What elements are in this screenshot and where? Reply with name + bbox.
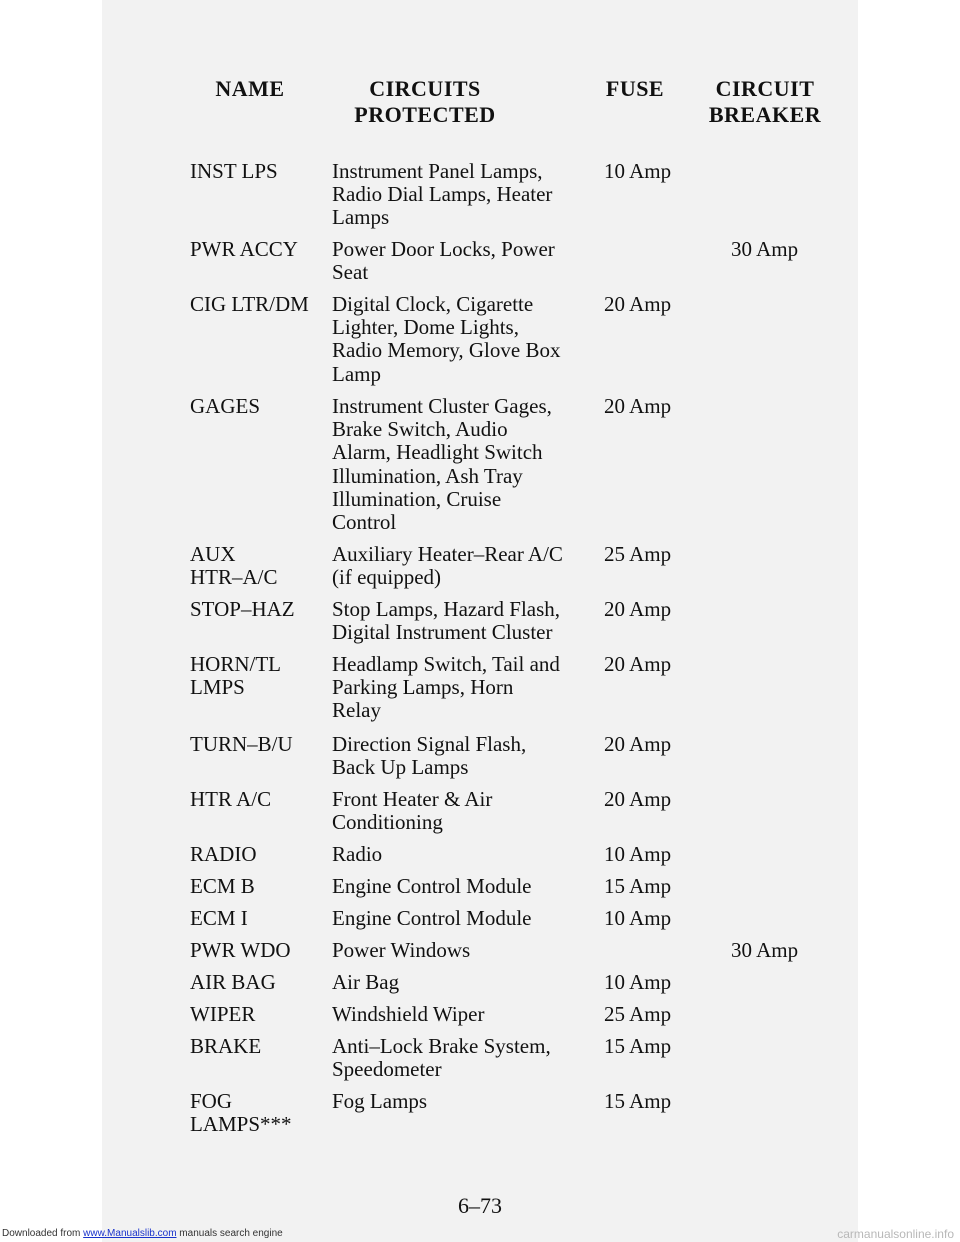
fuse-rating: 20 Amp	[604, 732, 672, 756]
fuse-name	[190, 160, 330, 183]
circuits-protected-line: Illumination, Ash Tray	[332, 463, 523, 488]
circuits-protected	[332, 395, 582, 534]
circuits-protected-line: Radio Dial Lamps, Heater	[332, 182, 553, 207]
header-name: NAME	[215, 76, 285, 101]
circuits-protected-line: Windshield Wiper	[332, 1002, 485, 1026]
circuits-protected-line: Parking Lamps, Horn	[332, 675, 514, 700]
circuits-protected	[332, 843, 582, 866]
fuse-rating: 25 Amp	[604, 1002, 672, 1026]
header-circuits-protected	[330, 76, 520, 128]
circuits-protected-line: Engine Control Module	[332, 906, 532, 930]
fuse-name-line: AIR BAG	[190, 970, 276, 994]
header-circuits-line2: PROTECTED	[354, 102, 496, 127]
circuits-protected	[332, 971, 582, 994]
fuse-name	[190, 1090, 330, 1136]
circuits-protected-line: Illumination, Cruise	[332, 486, 502, 511]
fuse-name-line: AUX	[190, 542, 236, 566]
circuits-protected-line: Speedometer	[332, 1057, 442, 1082]
fuse-name-line: WIPER	[190, 1002, 256, 1026]
footer-left	[2, 1226, 283, 1242]
circuits-protected-line: Air Bag	[332, 970, 400, 994]
circuits-protected-line: Brake Switch, Audio	[332, 417, 508, 442]
circuits-protected	[332, 733, 582, 779]
circuits-protected-line: (if equipped)	[332, 565, 442, 590]
fuse-name-line: LMPS	[190, 675, 245, 700]
fuse-name	[190, 598, 330, 621]
fuse-name-line: ECM B	[190, 874, 255, 898]
circuits-protected	[332, 1003, 582, 1026]
fuse-name-line: BRAKE	[190, 1034, 262, 1058]
fuse-name	[190, 907, 330, 930]
fuse-rating: 25 Amp	[604, 542, 672, 566]
fuse-name-line: PWR WDO	[190, 938, 291, 962]
fuse-name	[190, 843, 330, 866]
header-fuse: FUSE	[605, 76, 665, 101]
fuse-name-line: GAGES	[190, 394, 261, 418]
circuits-protected	[332, 653, 582, 723]
circuits-protected-line: Lamps	[332, 205, 390, 230]
circuits-protected-line: Instrument Panel Lamps,	[332, 159, 543, 183]
fuse-name	[190, 875, 330, 898]
fuse-name	[190, 971, 330, 994]
manualslib-link[interactable]: www.Manualslib.com	[83, 1228, 177, 1239]
circuits-protected-line: Digital Instrument Cluster	[332, 620, 553, 645]
fuse-rating: 15 Amp	[604, 874, 672, 898]
fuse-name	[190, 1035, 330, 1058]
circuits-protected-line: Digital Clock, Cigarette	[332, 292, 534, 316]
circuits-protected-line: Control	[332, 510, 397, 535]
circuits-protected	[332, 160, 582, 230]
fuse-name-line: RADIO	[190, 842, 257, 866]
circuits-protected-line: Back Up Lamps	[332, 755, 469, 780]
header-breaker-line2: BREAKER	[708, 102, 822, 127]
circuits-protected	[332, 293, 582, 386]
fuse-rating: 10 Amp	[604, 842, 672, 866]
fuse-rating: 10 Amp	[604, 906, 672, 930]
fuse-name	[190, 238, 330, 261]
breaker-rating: 30 Amp	[731, 237, 799, 261]
fuse-name	[190, 733, 330, 756]
circuits-protected-line: Auxiliary Heater–Rear A/C	[332, 542, 563, 566]
header-circuit-breaker	[700, 76, 830, 128]
fuse-name-line: ECM I	[190, 906, 248, 930]
fuse-name-line: STOP–HAZ	[190, 597, 295, 621]
fuse-name-line: HORN/TL	[190, 652, 281, 676]
fuse-rating: 20 Amp	[604, 597, 672, 621]
circuits-protected-line: Engine Control Module	[332, 874, 532, 898]
circuits-protected	[332, 907, 582, 930]
circuits-protected-line: Direction Signal Flash,	[332, 732, 527, 756]
circuits-protected-line: Relay	[332, 698, 381, 723]
fuse-rating: 20 Amp	[604, 787, 672, 811]
footer-suffix: manuals search engine	[176, 1228, 283, 1239]
circuits-protected-line: Radio Memory, Glove Box	[332, 338, 561, 363]
fuse-name-line: HTR A/C	[190, 787, 272, 811]
circuits-protected-line: Seat	[332, 260, 369, 285]
circuits-protected	[332, 543, 582, 589]
circuits-protected-line: Radio	[332, 842, 383, 866]
fuse-name-line: FOG	[190, 1089, 233, 1113]
circuits-protected-line: Power Windows	[332, 938, 471, 962]
fuse-rating: 20 Amp	[604, 292, 672, 316]
circuits-protected-line: Instrument Cluster Gages,	[332, 394, 552, 418]
circuits-protected	[332, 1035, 582, 1081]
circuits-protected-line: Front Heater & Air	[332, 787, 493, 811]
fuse-rating: 10 Amp	[604, 159, 672, 183]
header-circuits-line1: CIRCUITS	[369, 76, 481, 101]
circuits-protected-line: Anti–Lock Brake System,	[332, 1034, 551, 1058]
fuse-name-line: TURN–B/U	[190, 732, 293, 756]
circuits-protected-line: Fog Lamps	[332, 1089, 428, 1113]
circuits-protected	[332, 788, 582, 834]
fuse-name-line: HTR–A/C	[190, 565, 278, 590]
fuse-name-line: LAMPS***	[190, 1112, 292, 1137]
fuse-name-line: CIG LTR/DM	[190, 292, 309, 316]
circuits-protected-line: Lighter, Dome Lights,	[332, 315, 519, 340]
breaker-rating: 30 Amp	[731, 938, 799, 962]
circuits-protected	[332, 1090, 582, 1113]
circuits-protected-line: Alarm, Headlight Switch	[332, 440, 543, 465]
fuse-rating: 15 Amp	[604, 1034, 672, 1058]
watermark: carmanualsonline.info	[837, 1227, 954, 1241]
circuits-protected	[332, 598, 582, 644]
fuse-rating: 10 Amp	[604, 970, 672, 994]
fuse-name-line: INST LPS	[190, 159, 278, 183]
circuits-protected-line: Headlamp Switch, Tail and	[332, 652, 560, 676]
fuse-name	[190, 293, 330, 316]
circuits-protected	[332, 238, 582, 284]
fuse-rating: 15 Amp	[604, 1089, 672, 1113]
page-number: 6–73	[458, 1193, 502, 1218]
download-footer	[0, 1226, 960, 1242]
fuse-name	[190, 788, 330, 811]
footer-prefix: Downloaded from	[2, 1228, 84, 1239]
fuse-name	[190, 395, 330, 418]
fuse-name-line: PWR ACCY	[190, 237, 298, 261]
fuse-name	[190, 653, 330, 699]
header-breaker-line1: CIRCUIT	[715, 76, 815, 101]
circuits-protected-line: Power Door Locks, Power	[332, 237, 555, 261]
circuits-protected-line: Conditioning	[332, 810, 443, 835]
circuits-protected-line: Lamp	[332, 361, 381, 386]
fuse-name	[190, 543, 330, 589]
fuse-name	[190, 1003, 330, 1026]
fuse-name	[190, 939, 330, 962]
fuse-rating: 20 Amp	[604, 394, 672, 418]
circuits-protected-line: Stop Lamps, Hazard Flash,	[332, 597, 561, 621]
circuits-protected	[332, 875, 582, 898]
circuits-protected	[332, 939, 582, 962]
fuse-rating: 20 Amp	[604, 652, 672, 676]
